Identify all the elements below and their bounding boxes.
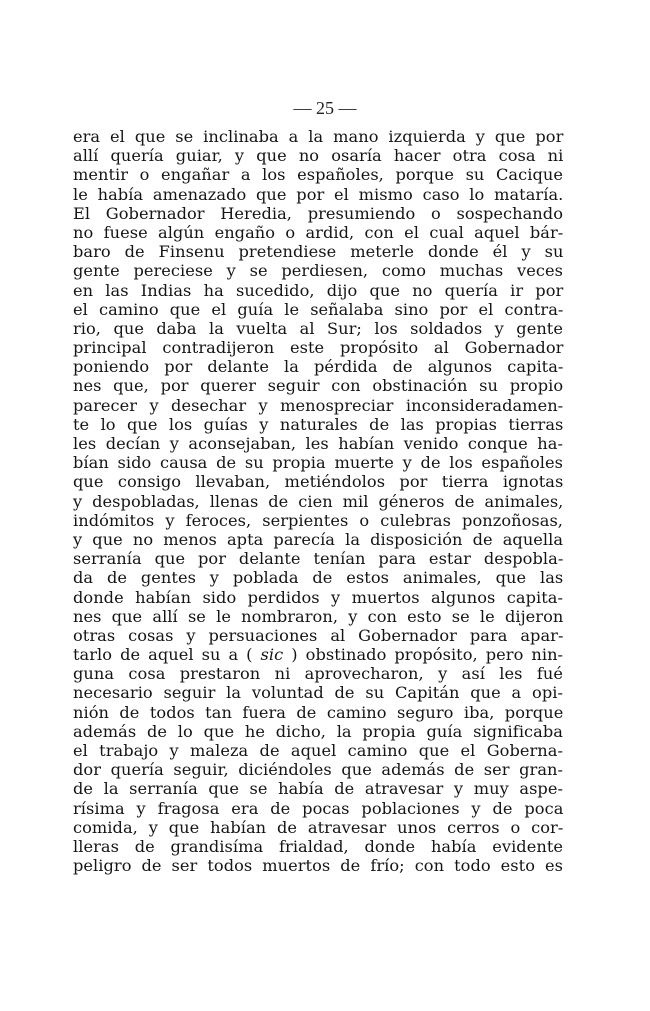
text-line: allí quería guiar, y que no osaría hacer otra cosa ni [73, 146, 564, 166]
text-line: el trabajo y maleza de aquel camino que el Goberna- [73, 741, 563, 760]
text-line: peligro de ser todos muertos de frío; con todo esto es [73, 856, 563, 876]
text-line: les decían y aconsejaban, les habían venido conque ha- [73, 434, 563, 453]
text-line: el camino que el guía le señalaba sino por el contra- [73, 299, 564, 319]
page-number: — 25 — [293, 98, 357, 118]
text-line: nes que, por querer seguir con obstinación su propio [73, 376, 564, 396]
text-line: necesario seguir la voluntad de su Capitán que a opi- [73, 683, 563, 703]
text-line: baro de Finsenu pretendiese meterle donde él y su [73, 242, 564, 262]
text-line: serranía que por delante tenían para estar despobla- [73, 549, 564, 569]
sic-annotation: sic [260, 645, 284, 665]
text-line: El Gobernador Heredia, presumiendo o sospechando [73, 203, 563, 223]
text-line: gente pereciese y se perdiesen, como muchas veces [73, 261, 563, 281]
text-line: poniendo por delante la pérdida de algunos capita- [73, 357, 564, 377]
text-line: principal contradijeron este propósito al Gobernador [73, 338, 564, 358]
text-line: otras cosas y persuaciones al Gobernador para apar- [73, 625, 564, 645]
text-line: de la serranía que se había de atravesar y muy aspe- [73, 779, 563, 799]
text-line: y que no menos apta parecía la disposición de aquella [73, 529, 564, 549]
text-line: bían sido causa de su propia muerte y de los españoles [73, 453, 563, 473]
text-line: le había amenazado que por el mismo caso lo mataría. [73, 184, 564, 204]
text-line: en las Indias ha sucedido, dijo que no quería ir por [73, 280, 564, 300]
text-line: tarlo de aquel su a ( sic ) obstinado propósito, pero nin- [73, 645, 564, 665]
text-line: y despobladas, llenas de cien mil géneros de animales, [73, 491, 564, 511]
text-line: mentir o engañar a los españoles, porque su Cacique [73, 165, 563, 185]
text-line: guna cosa prestaron ni aprovecharon, y así les fué [73, 664, 563, 684]
text-line: nes que allí se le nombraron, y con esto se le dijeron [73, 606, 564, 626]
text-line: indómitos y feroces, serpientes o culebras ponzoñosas, [73, 510, 563, 530]
text-line: era el que se inclinaba a la mano izquierda y que por [73, 127, 564, 146]
text-line: dor quería seguir, diciéndoles que además de ser gran- [73, 760, 564, 780]
text-line: rísima y fragosa era de pocas poblaciones y de poca [73, 798, 564, 818]
text-line: rio, que daba la vuelta al Sur; los soldados y gente [73, 318, 563, 338]
text-line: que consigo llevaban, metiéndolos por tierra ignotas [73, 472, 564, 492]
text-line: parecer y desechar y menospreciar inconsideradamen- [73, 395, 564, 415]
text-line: da de gentes y poblada de estos animales, que las [73, 568, 564, 588]
text-line: donde habían sido perdidos y muertos algunos capita- [73, 587, 563, 607]
text-line: no fuese algún engaño o ardid, con el cual aquel bár- [73, 222, 564, 242]
text-line: nión de todos tan fuera de camino seguro iba, porque [73, 702, 564, 722]
text-line: lleras de grandisíma frialdad, donde había evidente [73, 836, 563, 856]
text-line: además de lo que he dicho, la propia guía significaba [73, 721, 563, 741]
body-text [73, 127, 563, 875]
text-line: te lo que los guías y naturales de las propias tierras [73, 414, 564, 434]
text-line: comida, y que habían de atravesar unos cerros o cor- [73, 817, 564, 837]
